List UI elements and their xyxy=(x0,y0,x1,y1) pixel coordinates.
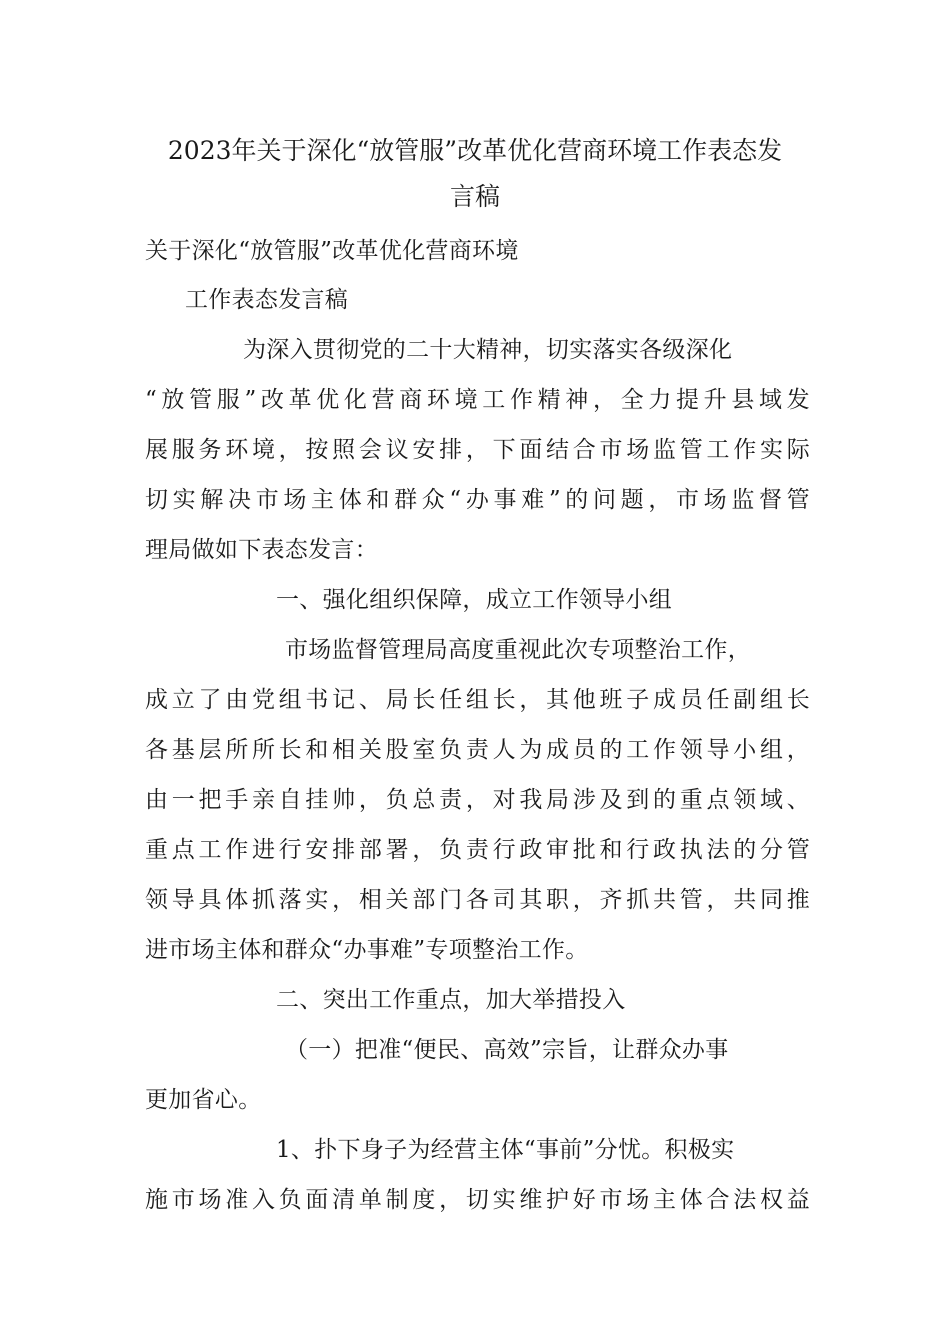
paragraph-line: “放管服”改革优化营商环境工作精神，全力提升县域发 xyxy=(145,387,810,413)
paragraph-line: 进市场主体和群众“办事难”专项整治工作。 xyxy=(145,937,589,963)
paragraph-line: 理局做如下表态发言： xyxy=(145,537,378,563)
title-line-1: 2023年关于深化“放管服”改革优化营商环境工作表态发 xyxy=(167,136,783,165)
paragraph-line: 重点工作进行安排部署，负责行政审批和行政执法的分管 xyxy=(145,837,810,863)
paragraph-line: 领导具体抓落实，相关部门各司其职，齐抓共管，共同推 xyxy=(145,887,810,913)
paragraph-line: 为深入贯彻党的二十大精神，切实落实各级深化 xyxy=(243,337,733,363)
item-line: 1、扑下身子为经营主体“事前”分忧。积极实 xyxy=(276,1137,735,1163)
subsection-heading: （一）把准“便民、高效”宗旨，让群众办事 xyxy=(285,1037,729,1063)
paragraph-line: 展服务环境，按照会议安排，下面结合市场监管工作实际 xyxy=(145,437,810,463)
paragraph-line: 施市场准入负面清单制度，切实维护好市场主体合法权益 xyxy=(145,1187,810,1213)
paragraph-line: 市场监督管理局高度重视此次专项整治工作， xyxy=(285,637,751,663)
paragraph-line: 更加省心。 xyxy=(145,1087,262,1113)
title-line-2: 言稿 xyxy=(449,182,500,211)
subtitle-line-2: 工作表态发言稿 xyxy=(185,287,349,313)
paragraph-line: 成立了由党组书记、局长任组长，其他班子成员任副组长 xyxy=(145,687,810,713)
paragraph-line: 切实解决市场主体和群众“办事难”的问题，市场监督管 xyxy=(145,487,810,513)
section-heading: 一、强化组织保障，成立工作领导小组 xyxy=(276,587,673,613)
paragraph-line: 各基层所所长和相关股室负责人为成员的工作领导小组， xyxy=(145,737,810,763)
section-heading: 二、突出工作重点，加大举措投入 xyxy=(276,987,626,1013)
document-title xyxy=(145,128,805,220)
paragraph-line: 由一把手亲自挂帅，负总责，对我局涉及到的重点领域、 xyxy=(145,787,810,813)
subtitle-line-1: 关于深化“放管服”改革优化营商环境 xyxy=(145,238,519,264)
